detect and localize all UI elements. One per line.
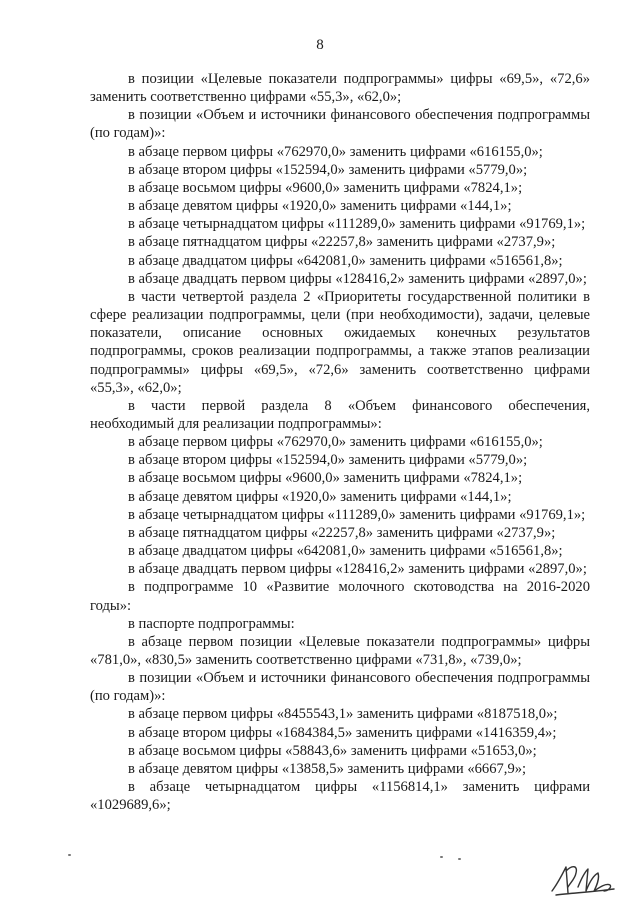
paragraph: в абзаце двадцатом цифры «642081,0» заменить цифрами «516561,8»;	[128, 543, 563, 560]
handwritten-signature	[548, 857, 618, 899]
paragraph: в паспорте подпрограммы:	[128, 615, 295, 632]
page-number: 8	[316, 37, 324, 53]
paragraph: в абзаце первом цифры «8455543,1» заменить цифрами «8187518,0»;	[128, 706, 558, 723]
scan-speck	[440, 856, 443, 858]
paragraph: в абзаце втором цифры «152594,0» заменить цифрами «5779,0»;	[128, 161, 528, 178]
paragraph: в абзаце втором цифры «1684384,5» заменить цифрами «1416359,4»;	[128, 724, 557, 741]
paragraph: в части четвертой раздела 2 «Приоритеты государственной политики в сфере реализации подпрограммы, цели (при необходимости), задачи, целевые показатели, описание основных ожидаемых конечных результатов подпрограммы, сроков реализации подпрограммы, а также этапов реализации подпрограммы» цифры «69,5», «72,6» заменить соответственно цифрами «55,3», «62,0»;	[90, 288, 590, 396]
paragraph: в абзаце четырнадцатом цифры «111289,0» заменить цифрами «91769,1»;	[128, 506, 586, 523]
paragraph: в абзаце четырнадцатом цифры «1156814,1» заменить цифрами «1029689,6»;	[90, 779, 590, 814]
scan-speck	[458, 858, 461, 860]
paragraph: в абзаце девятом цифры «13858,5» заменить цифрами «6667,9»;	[128, 760, 527, 777]
paragraph: в позиции «Объем и источники финансового обеспечения подпрограммы (по годам)»:	[90, 107, 590, 142]
paragraph: в абзаце девятом цифры «1920,0» заменить цифрами «144,1»;	[128, 488, 512, 505]
document-body	[90, 70, 590, 814]
paragraph: в абзаце восьмом цифры «9600,0» заменить цифрами «7824,1»;	[128, 179, 523, 196]
paragraph: в абзаце пятнадцатом цифры «22257,8» заменить цифрами «2737,9»;	[128, 524, 556, 541]
paragraph: в абзаце девятом цифры «1920,0» заменить цифрами «144,1»;	[128, 198, 512, 215]
paragraph: в абзаце четырнадцатом цифры «111289,0» заменить цифрами «91769,1»;	[128, 216, 586, 233]
paragraph: в абзаце первом цифры «762970,0» заменить цифрами «616155,0»;	[128, 143, 543, 160]
paragraph: в абзаце первом позиции «Целевые показатели подпрограммы» цифры «781,0», «830,5» заменить соответственно цифрами «731,8», «739,0»;	[90, 633, 590, 668]
scan-speck	[68, 854, 71, 856]
paragraph: в абзаце восьмом цифры «58843,6» заменить цифрами «51653,0»;	[128, 742, 537, 759]
paragraph: в абзаце двадцать первом цифры «128416,2» заменить цифрами «2897,0»;	[128, 270, 587, 287]
paragraph: в абзаце двадцать первом цифры «128416,2» заменить цифрами «2897,0»;	[128, 561, 587, 578]
paragraph: в подпрограмме 10 «Развитие молочного скотоводства на 2016-2020 годы»:	[90, 579, 590, 614]
paragraph: в абзаце первом цифры «762970,0» заменить цифрами «616155,0»;	[128, 434, 543, 451]
paragraph: в абзаце двадцатом цифры «642081,0» заменить цифрами «516561,8»;	[128, 252, 563, 269]
paragraph: в позиции «Целевые показатели подпрограммы» цифры «69,5», «72,6» заменить соответственно цифрами «55,3», «62,0»;	[90, 71, 590, 106]
paragraph: в позиции «Объем и источники финансового обеспечения подпрограммы (по годам)»:	[90, 670, 590, 705]
paragraph: в абзаце восьмом цифры «9600,0» заменить цифрами «7824,1»;	[128, 470, 523, 487]
paragraph: в абзаце втором цифры «152594,0» заменить цифрами «5779,0»;	[128, 452, 528, 469]
paragraph: в абзаце пятнадцатом цифры «22257,8» заменить цифрами «2737,9»;	[128, 234, 556, 251]
paragraph: в части первой раздела 8 «Объем финансового обеспечения, необходимый для реализации подпрограммы»:	[90, 397, 590, 432]
